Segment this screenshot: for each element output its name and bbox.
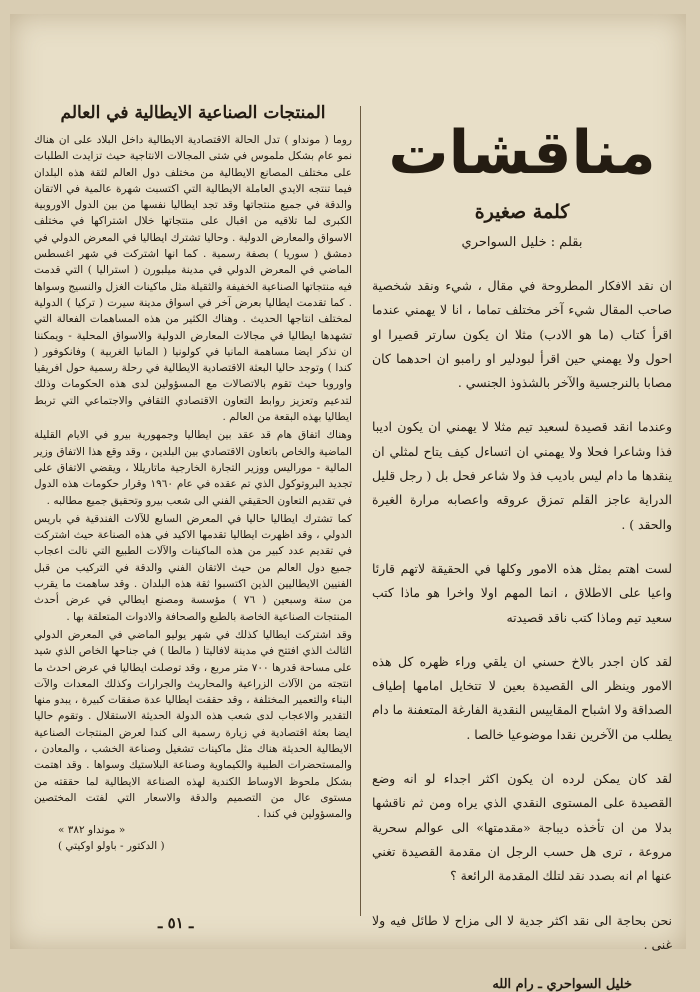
italian-products-column [34, 102, 352, 854]
article-paragraph: وقد اشتركت ايطاليا كذلك في شهر يوليو الماضي في المعرض الدولي الثالث الذي افتتح في مدينة لافاليتا ( مالطا ) في جناحها الخاص الذي شيد على مساحة قدرها ٧٠٠ متر مربع ، وقد توصلت ايطاليا في عرض احدث ما انتجته من الآلات الزراعية والمحاريث والجرارات وكذلك المعدات والآت البناء والتعمير المختلفة ، وقد حققت ايطاليا عدة صفقات كبيرة ، يبدو منها التقدير والاعجاب لدى شعب هذه الدولة الحديثة الاستقلال . وتقوم حاليا ايضا بعثة اقتصادية في زيارة رسمية الى كندا لعرض المنتجات الصناعية الايطالية الحديثة هناك مثل ماكينات تشغيل وصناعة الخشب ، والمعادن ، والمستحضرات الطبية والكيماوية وصناعة البلاستيك وسواها . وقد اهتمت بشكل ملحوظ الاوساط الكندية لهذه الصناعة الايطالية لما حققته من مستوى عال من التصميم والدقة والاسعار التي لفتت المختصين والمسؤولين في كندا . [34, 628, 352, 821]
article-paragraph: وعندما انقد قصيدة لسعيد تيم مثلا لا يهمني ان يكون اديبا فذا وشاعرا فحلا ولا يهمني ان اتساءل كيف يتاح لمثلي ان ينقدها ما دام ليس باديب فذ ولا شاعر فحل بل ( رجل قليل الدراية عاجز القلم تمزق عروقه واعصابه مرارة الغيرة والحقد ) . [372, 419, 672, 532]
article-paragraph: كما تشترك ايطاليا حاليا في المعرض السابع للآلات الفندقية في باريس الدولي ، وقد اظهرت ايطاليا تقدمها الاكيد في هذه الصناعة حيث اشتركت في تقديم عدد كبير من هذه الماكينات والآلات الطبيع التي نالت اعجاب جميع دول العالم من حيث الاتقان الفني والدقة في التركيب من قبل الفنيين الايطاليين الذين اكتسبوا ثقة هذه البلدان . وقد ساهمت ما يقرب من ستة وسبعين ( ٧٦ ) مؤسسة ومصنع ايطالي في عرض أحدث المنتجات الصناعية الخاصة بالطبع والصحافة والادوات المتعلقة بها . [34, 512, 352, 623]
page-number: ـ ٥١ ـ [158, 914, 194, 932]
article-author: ( الدكتور - باولو اوكيتي ) [58, 840, 165, 853]
article-paragraph: ان نقد الافكار المطروحة في مقال ، شيء ونقد شخصية صاحب المقال شيء آخر مختلف تماما ، انا لا يهمني عندما اقرأ كتاب (ما هو الادب) مثلا ان يكون سارتر قصيرا او احول ولا يهمني حين اقرأ لبودلير او رامبو ان احدهما كان مصابا بالنرجسية والآخر بالشذوذ الجنسي . [372, 278, 672, 391]
article-paragraph: روما ( مونداو ) تدل الحالة الاقتصادية الايطالية داخل البلاد على ان هناك نمو عام بشكل ملموس في شتى المجالات الانتاجية حيث تزايدت الطلبات على مختلف المصانع الايطالية من مختلف دول العالم لثقة هذه البلدان فيما تنتجه الايدي العاملة الايطالية التي اكتسبت شهرة عالمية في الاتقان والدقة في جميع منتجاتها وقد تجد ايطاليا نفسها من بين الدول الاوروبية الكبرى لما تلاقيه من اقبال على منتجاتها خلال اشتراكها في مختلف الاسواق والمعارض الدولية . وحاليا تشترك ايطاليا في المعرض الدولي في دمشق ( سوريا ) بصفة رسمية . كما انها اشتركت في شهر اغسطس الماضي في المعرض الدولي في مدينة ميلبورن ( استراليا ) التي قدمت فيه منتجاتها الصناعية الخفيفة والثقيلة مثل ماكينات الغزل والنسيج وسواها . كما تقدمت ايطاليا بعرض آخر في اسواق مدينة سيرت ( تركيا ) الدولية لمختلف انتاجها الحديث . وهناك الكثير من هذه المساهمات الفعالة التي تشهدها ايطاليا في مجالات المعارض الدولية والاسواق المحلية - ويمكننا ان نذكر ايضا مساهمة المانيا في كولونيا ( المانيا الغربية ) وفانكوفور ( كندا ) وتوجد حاليا البعثة الاقتصادية الايطالية في رحلة رسمية حول افريقيا واوروبا حيث تقوم بالاتصالات مع المسؤولين لدى هذه الحكومات وذلك لتدعيم وتعزيز روابط التعاون الاقتصادي الثقافي والاجتماعي التي تربط ايطاليا بهذه البقعة من العالم . [34, 134, 352, 424]
article-source: « مونداو ٣٨٢ » [58, 824, 126, 837]
article-paragraph: وهناك اتفاق هام قد عقد بين ايطاليا وجمهورية بيرو في الايام القليلة الماضية والخاص باتعاون الاقتصادي بين البلدين ، وقد وقع هذا الاتفاق وزير المالية - موراليس ووزير التجارة الخارجية ماتاريللا ، ويقضي الاتفاق على تجديد البروتوكول الذي تم عقده في عام ١٩٦٠ وقرار حكومات هذه الدول في تقديم التعاون الحقيقي الفني الى شعب بيرو وتحقيق جميع مطالبه . [34, 429, 352, 507]
article-subtitle: كلمة صغيرة [474, 201, 570, 223]
article-byline: بقلم : خليل السواحري [461, 235, 583, 250]
discussions-column [372, 102, 672, 992]
article-paragraph: نحن بحاجة الى نقد اكثر جدية لا الى مزاح لا طائل فيه ولا غنى . [372, 912, 672, 952]
article-paragraph: لست اهتم بمثل هذه الامور وكلها في الحقيقة لاتهم قارئا واعيا على الاطلاق ، انما المهم اولا واخرا هو ماذا كتب سعيد تيم وماذا كتب ناقد قصيدته [372, 560, 672, 625]
magazine-page [10, 14, 686, 992]
article-title: المنتجات الصناعية الايطالية في العالم [60, 103, 326, 123]
article-closing-signature: خليل السواحري ـ رام الله [492, 977, 632, 992]
article-paragraph: لقد كان اجدر بالاخ حسني ان يلقي وراء ظهره كل هذه الامور وينظر الى القصيدة بعين لا تتخايل امامها إطياف الصداقة ولا اشباح المقاييس النقدية الفارغة المتعفنة ما دام يطلب من الآخرين نقدا موضوعيا خالصا . [372, 653, 672, 742]
column-divider [360, 106, 361, 916]
article-paragraph: لقد كان يمكن لرده ان يكون اكثر اجداء لو انه وضع القصيدة على المستوى النقدي الذي يراه ومن ثم ناقشها بدلا من ان تأخذه ديباجة «مقدمتها» الى عوالم سحرية مروعة ، ترى هل حسب الرجل ان مقدمة القصيدة تغني عنها ام انه بصدد نقد لتلك المقدمة الرائعة ؟ [372, 771, 672, 884]
section-masthead: مناقشات [388, 118, 656, 188]
